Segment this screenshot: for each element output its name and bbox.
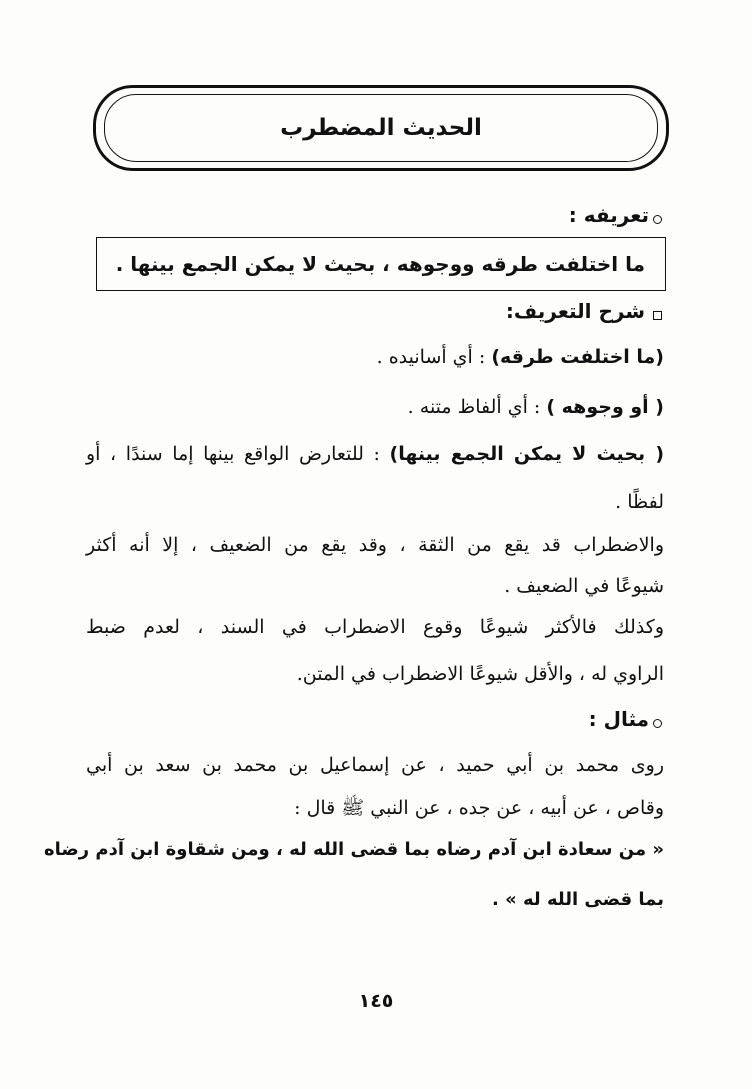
example-heading: مثال : [588, 707, 649, 731]
explanation-line-3 [86, 439, 664, 469]
square-bullet-icon [653, 311, 662, 320]
explanation-term-2: ( أو وجوهه ) [546, 396, 664, 418]
title-frame [93, 85, 669, 171]
example-line-1: روى محمد بن أبي حميد ، عن إسماعيل بن محمد بن سعد بن أبي [86, 754, 664, 776]
explanation-term-3: ( بحيث لا يمكن الجمع بينها) [389, 443, 665, 465]
explanation-gloss-1: : أي أسانيده . [376, 346, 492, 368]
example-heading-row [90, 704, 662, 734]
example-line-2: وقاص ، عن أبيه ، عن جده ، عن النبي ﷺ قال : [294, 797, 664, 819]
explanation-heading: شرح التعريف: [505, 299, 645, 323]
circle-bullet-icon [653, 215, 662, 224]
paragraph-1-line-2: شيوعًا في الضعيف . [504, 575, 664, 597]
page-number: ١٤٥ [358, 990, 394, 1012]
paragraph-1-line-1: والاضطراب قد يقع من الثقة ، وقد يقع من الضعيف ، إلا أنه أكثر [86, 534, 664, 556]
circle-bullet-icon [653, 719, 662, 728]
paragraph-2-line-1: وكذلك فالأكثر شيوعًا وقوع الاضطراب في السند ، لعدم ضبط [86, 616, 664, 638]
definition-heading-row [90, 200, 662, 230]
page-title: الحديث المضطرب [280, 115, 482, 141]
definition-box [96, 237, 666, 291]
paragraph-2-line-2: الراوي له ، والأقل شيوعًا الاضطراب في المتن. [296, 663, 664, 685]
title-inner-border [104, 94, 658, 162]
explanation-line-1 [90, 342, 664, 372]
definition-heading: تعريفه : [568, 203, 649, 227]
definition-text: ما اختلفت طرقه ووجوهه ، بحيث لا يمكن الجمع بينها . [115, 252, 645, 276]
explanation-gloss-3: : للتعارض الواقع بينها إما سندًا ، أو [86, 443, 390, 465]
explanation-heading-row [90, 296, 662, 326]
explanation-line-3-continued: لفظًا . [615, 491, 664, 513]
explanation-term-1: (ما اختلفت طرقه) [491, 346, 664, 368]
explanation-line-2 [90, 392, 664, 422]
explanation-gloss-2: : أي ألفاظ متنه . [407, 396, 547, 418]
hadith-line-2: بما قضى الله له » . [492, 889, 664, 910]
hadith-line-1: « من سعادة ابن آدم رضاه بما قضى الله له ، ومن شقاوة ابن آدم رضاه [44, 839, 664, 860]
